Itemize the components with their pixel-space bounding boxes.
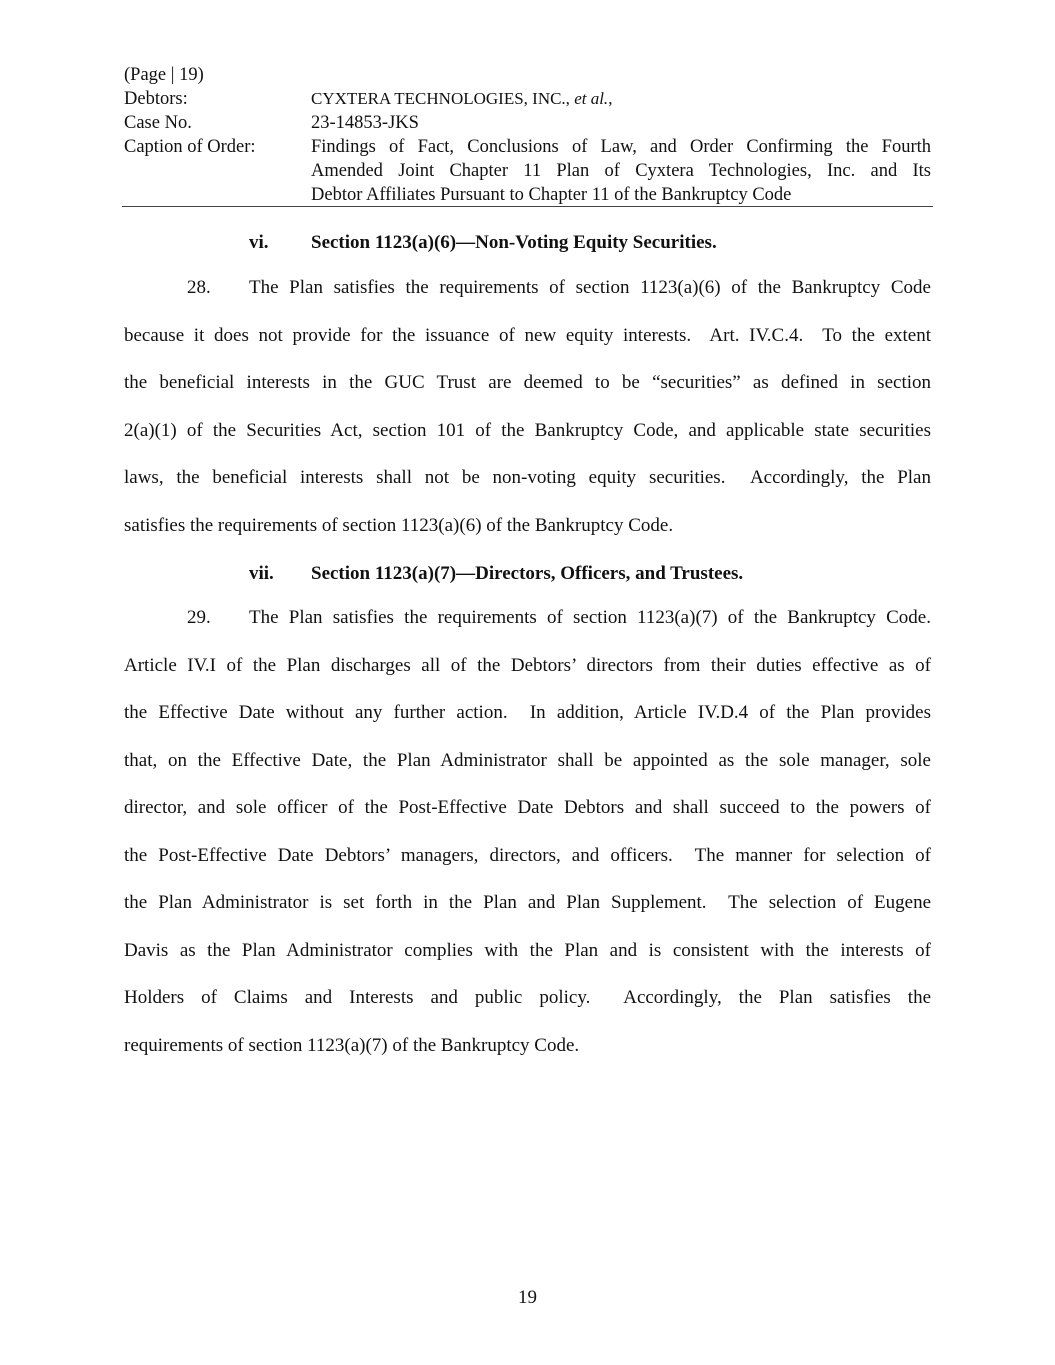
paragraph-line: Holders of Claims and Interests and public policy. Accordingly, the Plan satisfies the <box>124 987 931 1008</box>
paragraph-line: director, and sole officer of the Post-Effective Date Debtors and shall succeed to the powers of <box>124 797 931 818</box>
paragraph-number: 29. <box>187 607 211 628</box>
paragraph-28 <box>124 276 931 561</box>
header-divider <box>122 206 933 207</box>
section-vii-title: Section 1123(a)(7)—Directors, Officers, and Trustees. <box>311 563 744 584</box>
paragraph-line: laws, the beneficial interests shall not be non-voting equity securities. Accordingly, the Plan <box>124 467 931 488</box>
paragraph-line: because it does not provide for the issuance of new equity interests. Art. IV.C.4. To the extent <box>124 324 931 346</box>
caption-line: Findings of Fact, Conclusions of Law, and Order Confirming the Fourth <box>311 137 931 157</box>
paragraph-line: 2(a)(1) of the Securities Act, section 101 of the Bankruptcy Code, and applicable state securities <box>124 419 931 441</box>
paragraph-line: the Effective Date without any further action. In addition, Article IV.D.4 of the Plan provides <box>124 702 931 723</box>
caption-line: Amended Joint Chapter 11 Plan of Cyxtera Technologies, Inc. and Its <box>311 161 931 181</box>
case-number: 23-14853-JKS <box>311 113 419 133</box>
paragraph-line: Article IV.I of the Plan discharges all of the Debtors’ directors from their duties effective as of <box>124 654 931 676</box>
debtors-suffix: , <box>608 89 613 108</box>
debtors-etal: et al. <box>574 89 609 108</box>
paragraph-line: the Post-Effective Date Debtors’ managers, directors, and officers. The manner for selection of <box>124 844 931 866</box>
paragraph-text: The Plan satisfies the requirements of section 1123(a)(6) of the Bankruptcy Code <box>249 277 931 298</box>
debtors-label: Debtors: <box>124 89 188 109</box>
paragraph-line <box>124 276 931 324</box>
paragraph-number: 28. <box>187 277 211 298</box>
section-vi-numeral: vi. <box>249 232 269 253</box>
debtors-value <box>311 87 931 111</box>
paragraph-line: the Plan Administrator is set forth in the Plan and Plan Supplement. The selection of Eugene <box>124 892 931 913</box>
paragraph-line <box>124 606 931 654</box>
paragraph-line: the beneficial interests in the GUC Trust are deemed to be “securities” as defined in section <box>124 372 931 393</box>
paragraph-line: requirements of section 1123(a)(7) of the Bankruptcy Code. <box>124 1034 580 1056</box>
caption-label: Caption of Order: <box>124 137 256 157</box>
page-reference: (Page | 19) <box>124 65 204 85</box>
paragraph-line: satisfies the requirements of section 1123(a)(6) of the Bankruptcy Code. <box>124 514 674 536</box>
debtors-name: CYXTERA TECHNOLOGIES, INC., <box>311 89 570 108</box>
section-vi-title: Section 1123(a)(6)—Non-Voting Equity Securities. <box>311 232 717 253</box>
caption-line: Debtor Affiliates Pursuant to Chapter 11 of the Bankruptcy Code <box>311 185 792 205</box>
case-label: Case No. <box>124 113 192 133</box>
caption-value <box>311 135 931 207</box>
paragraph-line: that, on the Effective Date, the Plan Administrator shall be appointed as the sole manager, sole <box>124 749 931 771</box>
page-number: 19 <box>518 1287 537 1308</box>
paragraph-text: The Plan satisfies the requirements of section 1123(a)(7) of the Bankruptcy Code. <box>249 607 931 628</box>
paragraph-29 <box>124 606 931 1081</box>
paragraph-line: Davis as the Plan Administrator complies with the Plan and is consistent with the interests of <box>124 939 931 961</box>
section-vii-numeral: vii. <box>249 563 274 584</box>
